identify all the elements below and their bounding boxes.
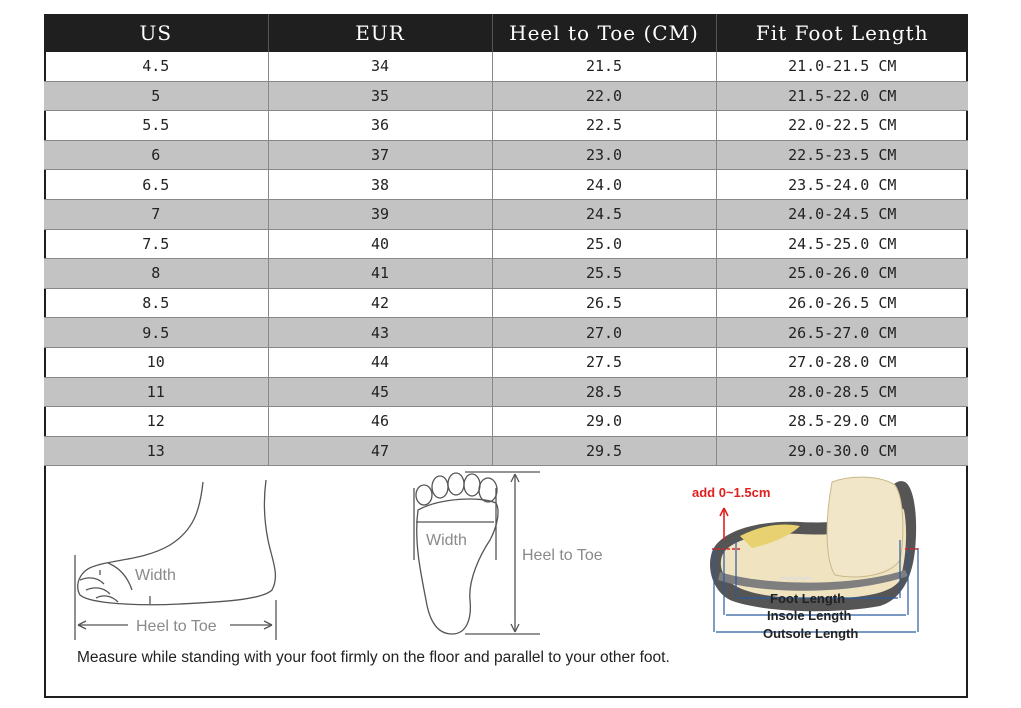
cell-heel-to-toe: 22.5 bbox=[492, 111, 716, 141]
header-us: US bbox=[44, 14, 268, 52]
insole-length-label: Insole Length bbox=[767, 608, 852, 623]
cell-us: 5 bbox=[44, 81, 268, 111]
cell-fit-foot-length: 28.5-29.0 CM bbox=[716, 407, 968, 437]
cell-heel-to-toe: 24.5 bbox=[492, 199, 716, 229]
cell-eur: 39 bbox=[268, 199, 492, 229]
cell-us: 4.5 bbox=[44, 52, 268, 81]
cell-heel-to-toe: 25.5 bbox=[492, 259, 716, 289]
cell-fit-foot-length: 26.0-26.5 CM bbox=[716, 288, 968, 318]
cell-fit-foot-length: 29.0-30.0 CM bbox=[716, 436, 968, 466]
cell-fit-foot-length: 22.0-22.5 CM bbox=[716, 111, 968, 141]
cell-us: 6.5 bbox=[44, 170, 268, 200]
cell-eur: 37 bbox=[268, 140, 492, 170]
cell-eur: 44 bbox=[268, 347, 492, 377]
cell-eur: 40 bbox=[268, 229, 492, 259]
cell-us: 10 bbox=[44, 347, 268, 377]
cell-heel-to-toe: 25.0 bbox=[492, 229, 716, 259]
cell-heel-to-toe: 26.5 bbox=[492, 288, 716, 318]
cell-fit-foot-length: 25.0-26.0 CM bbox=[716, 259, 968, 289]
cell-fit-foot-length: 21.5-22.0 CM bbox=[716, 81, 968, 111]
cell-fit-foot-length: 27.0-28.0 CM bbox=[716, 347, 968, 377]
header-fit-foot-length: Fit Foot Length bbox=[716, 14, 968, 52]
cell-eur: 45 bbox=[268, 377, 492, 407]
cell-us: 9.5 bbox=[44, 318, 268, 348]
cell-fit-foot-length: 26.5-27.0 CM bbox=[716, 318, 968, 348]
cell-eur: 36 bbox=[268, 111, 492, 141]
cell-heel-to-toe: 28.5 bbox=[492, 377, 716, 407]
cell-us: 8 bbox=[44, 259, 268, 289]
cell-fit-foot-length: 23.5-24.0 CM bbox=[716, 170, 968, 200]
cell-heel-to-toe: 23.0 bbox=[492, 140, 716, 170]
foot-length-label: Foot Length bbox=[770, 591, 846, 606]
side-foot-length-label: Heel to Toe bbox=[136, 618, 217, 635]
cell-eur: 41 bbox=[268, 259, 492, 289]
cell-heel-to-toe: 24.0 bbox=[492, 170, 716, 200]
side-foot-width-label: Width bbox=[135, 567, 176, 584]
cell-eur: 43 bbox=[268, 318, 492, 348]
cell-fit-foot-length: 28.0-28.5 CM bbox=[716, 377, 968, 407]
cell-us: 7 bbox=[44, 199, 268, 229]
cell-us: 11 bbox=[44, 377, 268, 407]
cell-eur: 47 bbox=[268, 436, 492, 466]
cell-us: 13 bbox=[44, 436, 268, 466]
cell-us: 6 bbox=[44, 140, 268, 170]
header-heel-to-toe: Heel to Toe (CM) bbox=[492, 14, 716, 52]
outsole-length-label: Outsole Length bbox=[763, 626, 859, 641]
cell-heel-to-toe: 27.0 bbox=[492, 318, 716, 348]
cell-us: 12 bbox=[44, 407, 268, 437]
sole-foot-length-label: Heel to Toe bbox=[522, 547, 603, 564]
cell-us: 8.5 bbox=[44, 288, 268, 318]
cell-us: 7.5 bbox=[44, 229, 268, 259]
measurement-note: Measure while standing with your foot firmly on the floor and parallel to your other foot. bbox=[77, 649, 670, 666]
cell-heel-to-toe: 21.5 bbox=[492, 52, 716, 81]
cell-eur: 46 bbox=[268, 407, 492, 437]
sole-foot-width-label: Width bbox=[426, 532, 467, 549]
cell-eur: 42 bbox=[268, 288, 492, 318]
cell-eur: 35 bbox=[268, 81, 492, 111]
cell-eur: 38 bbox=[268, 170, 492, 200]
cell-heel-to-toe: 27.5 bbox=[492, 347, 716, 377]
cell-heel-to-toe: 29.5 bbox=[492, 436, 716, 466]
cell-eur: 34 bbox=[268, 52, 492, 81]
side-foot-illustration bbox=[75, 480, 276, 640]
cell-fit-foot-length: 21.0-21.5 CM bbox=[716, 52, 968, 81]
shoe-add-allowance-label: add 0~1.5cm bbox=[692, 485, 771, 500]
cell-us: 5.5 bbox=[44, 111, 268, 141]
header-eur: EUR bbox=[268, 14, 492, 52]
cell-fit-foot-length: 24.0-24.5 CM bbox=[716, 199, 968, 229]
cell-heel-to-toe: 22.0 bbox=[492, 81, 716, 111]
cell-fit-foot-length: 24.5-25.0 CM bbox=[716, 229, 968, 259]
cell-fit-foot-length: 22.5-23.5 CM bbox=[716, 140, 968, 170]
cell-heel-to-toe: 29.0 bbox=[492, 407, 716, 437]
